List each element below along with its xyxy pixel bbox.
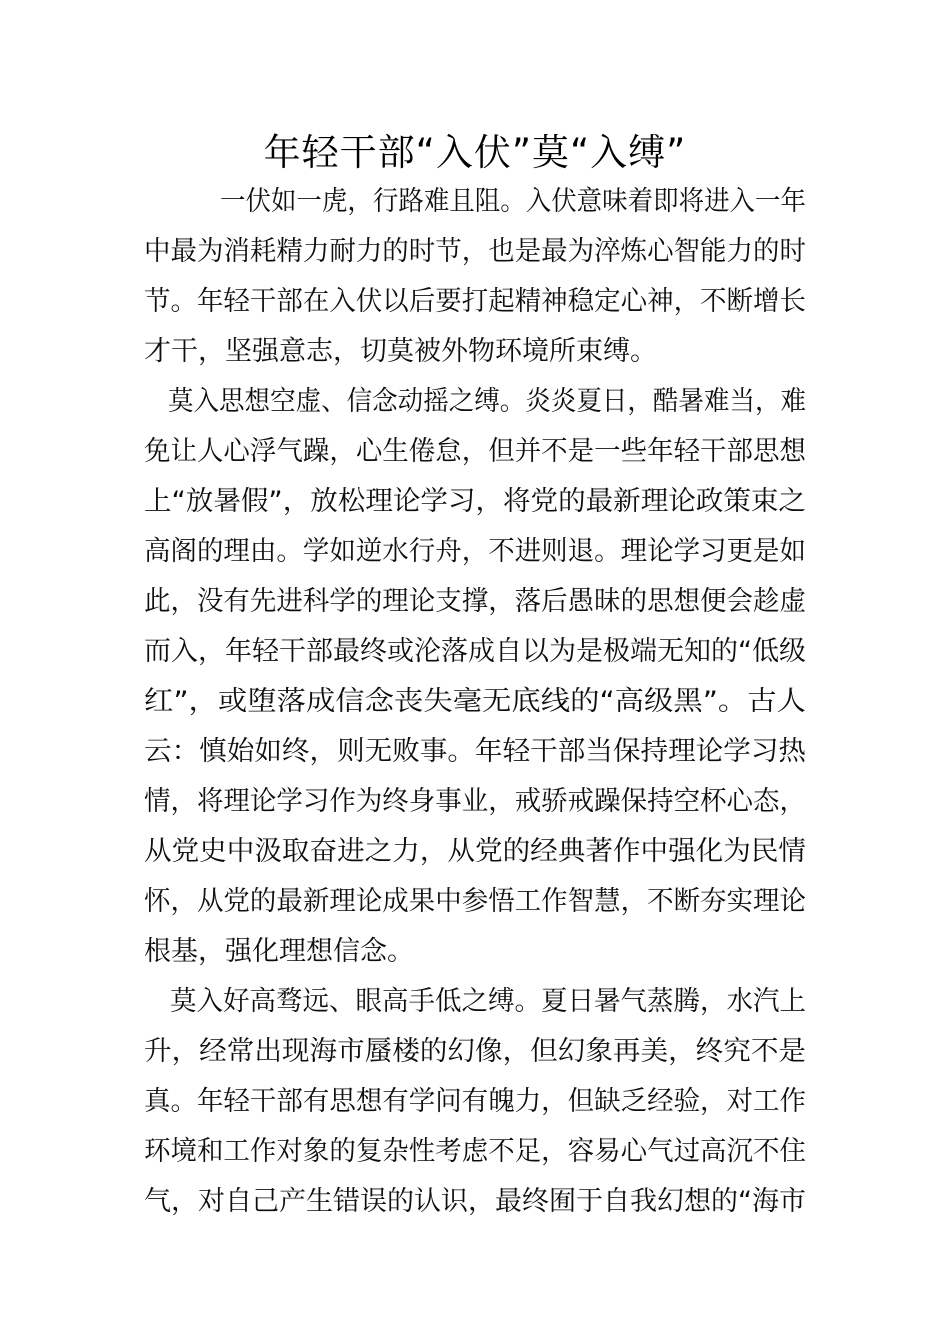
paragraph-2-line-7: 红”，或堕落成信念丧失毫无底线的“高级黑”。古人	[144, 686, 806, 717]
paragraph-3-line-4: 环境和工作对象的复杂性考虑不足，容易心气过高沉不住	[144, 1136, 806, 1167]
paragraph-3-line-1: 莫入好高骛远、眼高手低之缚。夏日暑气蒸腾，水汽上	[170, 986, 807, 1017]
paragraph-2-line-2: 免让人心浮气躁，心生倦怠，但并不是一些年轻干部思想	[144, 436, 806, 467]
paragraph-2-line-9: 情，将理论学习作为终身事业，戒骄戒躁保持空杯心态，	[144, 786, 806, 817]
paragraph-2-line-5: 此，没有先进科学的理论支撑，落后愚昧的思想便会趁虚	[144, 586, 806, 617]
paragraph-2-line-12: 根基，强化理想信念。	[144, 936, 414, 967]
paragraph-2-line-10: 从党史中汲取奋进之力，从党的经典著作中强化为民情	[144, 836, 806, 867]
paragraph-3-line-3: 真。年轻干部有思想有学问有魄力，但缺乏经验，对工作	[144, 1086, 806, 1117]
paragraph-2-line-4: 高阁的理由。学如逆水行舟，不进则退。理论学习更是如	[144, 536, 806, 567]
paragraph-3-line-2: 升，经常出现海市蜃楼的幻像，但幻象再美，终究不是	[144, 1036, 806, 1067]
paragraph-2-line-3: 上“放暑假”，放松理论学习，将党的最新理论政策束之	[144, 486, 806, 517]
paragraph-1-line-4: 才干，坚强意志，切莫被外物环境所束缚。	[144, 336, 657, 367]
paragraph-2-line-1: 莫入思想空虚、信念动摇之缚。炎炎夏日，酷暑难当，难	[168, 386, 807, 417]
paragraph-2-line-6: 而入，年轻干部最终或沦落成自以为是极端无知的“低级	[144, 636, 806, 667]
paragraph-1-line-2: 中最为消耗精力耐力的时节，也是最为淬炼心智能力的时	[144, 236, 806, 267]
paragraph-2-line-8: 云：慎始如终，则无败事。年轻干部当保持理论学习热	[144, 736, 806, 767]
document-title: 年轻干部“入伏”莫“入缚”	[263, 131, 687, 174]
paragraph-2-line-11: 怀，从党的最新理论成果中参悟工作智慧，不断夯实理论	[144, 886, 806, 917]
paragraph-1-line-3: 节。年轻干部在入伏以后要打起精神稳定心神，不断增长	[144, 286, 806, 317]
paragraph-1-line-1: 一伏如一虎，行路难且阻。入伏意味着即将进入一年	[220, 186, 806, 217]
paragraph-3-line-5: 气，对自己产生错误的认识，最终囿于自我幻想的“海市	[144, 1186, 806, 1217]
